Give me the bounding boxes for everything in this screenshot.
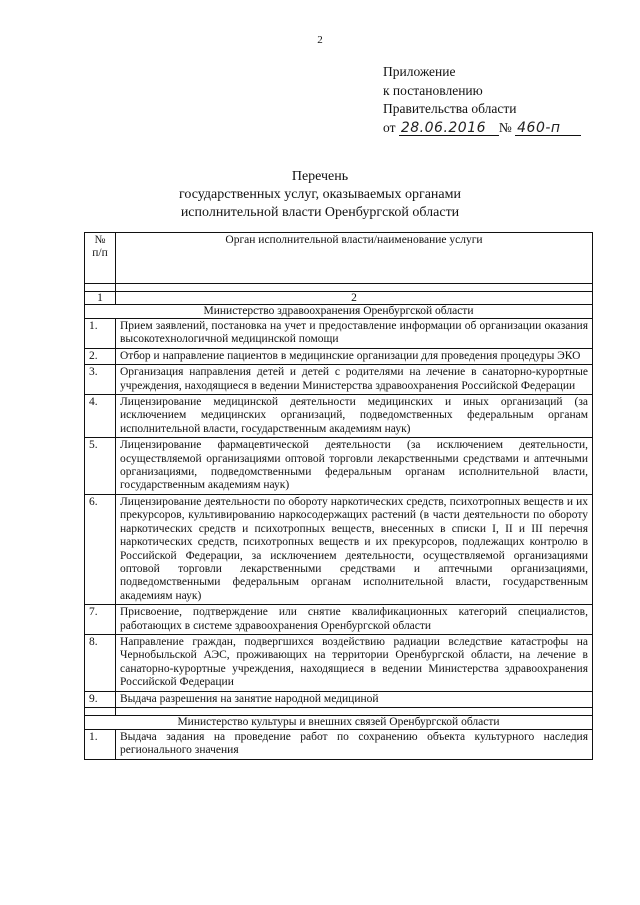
services-table [84,232,593,760]
row-number: 9. [85,691,116,707]
column-number-2: 2 [116,292,593,305]
row-number: 1. [85,319,116,349]
table-row [85,729,593,759]
service-name: Организация направления детей и детей с родителями на лечение в санаторно-курортные учреждения, находящиеся в ведении Министерства здравоохранения Российской Федерации [116,365,593,395]
table-row [85,395,593,438]
service-name: Отбор и направление пациентов в медицинские организации для проведения процедуры ЭКО [116,348,593,364]
title-line-3: исполнительной власти Оренбургской области [180,205,460,220]
title-line-1: Перечень [291,169,349,184]
table-row [85,365,593,395]
table-row [85,605,593,635]
row-number: 5. [85,438,116,495]
section-header-row [85,305,593,319]
section-header-row [85,715,593,729]
page-number: 2 [317,34,323,46]
table-row [85,494,593,604]
spacer-row [85,284,593,292]
service-name: Выдача задания на проведение работ по сохранению объекта культурного наследия регионального значения [116,729,593,759]
appendix-line-3: Правительства области [383,101,517,116]
spacer-row [85,707,593,715]
row-number: 4. [85,395,116,438]
appendix-date-line [383,119,581,138]
table-row [85,691,593,707]
row-number: 6. [85,494,116,604]
handwritten-date: 28.06.2016 [399,121,499,136]
from-label: от [383,119,396,135]
section-title-culture: Министерство культуры и внешних связей Оренбургской области [85,715,593,729]
table-header-row [85,233,593,284]
column-number-1: 1 [85,292,116,305]
row-number: 1. [85,729,116,759]
row-number: 8. [85,634,116,691]
service-name: Выдача разрешения на занятие народной медициной [116,691,593,707]
service-name: Прием заявлений, постановка на учет и предоставление информации об организации оказания высокотехнологичной медицинской помощи [116,319,593,349]
appendix-line-2: к постановлению [383,82,483,98]
header-name: Орган исполнительной власти/наименование услуги [116,233,593,284]
service-name: Присвоение, подтверждение или снятие квалификационных категорий специалистов, работающих в системе здравоохранения Оренбургской области [116,605,593,635]
table-row [85,634,593,691]
title-line-2: государственных услуг, оказываемых органами [179,187,461,202]
table-row [85,319,593,349]
service-name: Лицензирование медицинской деятельности медицинских и иных организаций (за исключением медицинских организаций, подведомственных федеральным органам исполнительной власти, государственным академиям наук) [116,395,593,438]
number-label: № [498,119,512,135]
document-title [0,168,640,222]
service-name: Лицензирование деятельности по обороту наркотических средств, психотропных веществ и их прекурсоров, культивированию наркосодержащих растений (в части деятельности по обороту наркотических средств и психотропных веществ, внесенных в списки I, II и III перечня наркотических средств, психотропных веществ и их прекурсоров, подлежащих контролю в Российской Федерации, за исключением деятельности, осуществляемой организациями оптовой торговли лекарственными средствами и аптечными организациями, подведомственными федеральным органам исполнительной власти, государственным академиям наук) [116,494,593,604]
row-number: 3. [85,365,116,395]
table-row [85,348,593,364]
column-number-row [85,292,593,305]
header-number: № п/п [85,233,116,284]
appendix-block [383,63,581,137]
handwritten-number: 460-п [515,121,581,136]
row-number: 2. [85,348,116,364]
service-name: Лицензирование фармацевтической деятельности (за исключением деятельности, осуществляемой организациями оптовой торговли лекарственными средствами и аптечными организациями, подведомственными федеральным органам исполнительной власти, государственным академиям наук) [116,438,593,495]
table-row [85,438,593,495]
row-number: 7. [85,605,116,635]
service-name: Направление граждан, подвергшихся воздействию радиации вследствие катастрофы на Чернобыльской АЭС, проживающих на территории Оренбургской области, на лечение в санаторно-курортные учреждения, находящиеся в ведении Министерства здравоохранения Российской Федерации [116,634,593,691]
appendix-line-1: Приложение [383,64,456,79]
section-title-health: Министерство здравоохранения Оренбургской области [85,305,593,319]
